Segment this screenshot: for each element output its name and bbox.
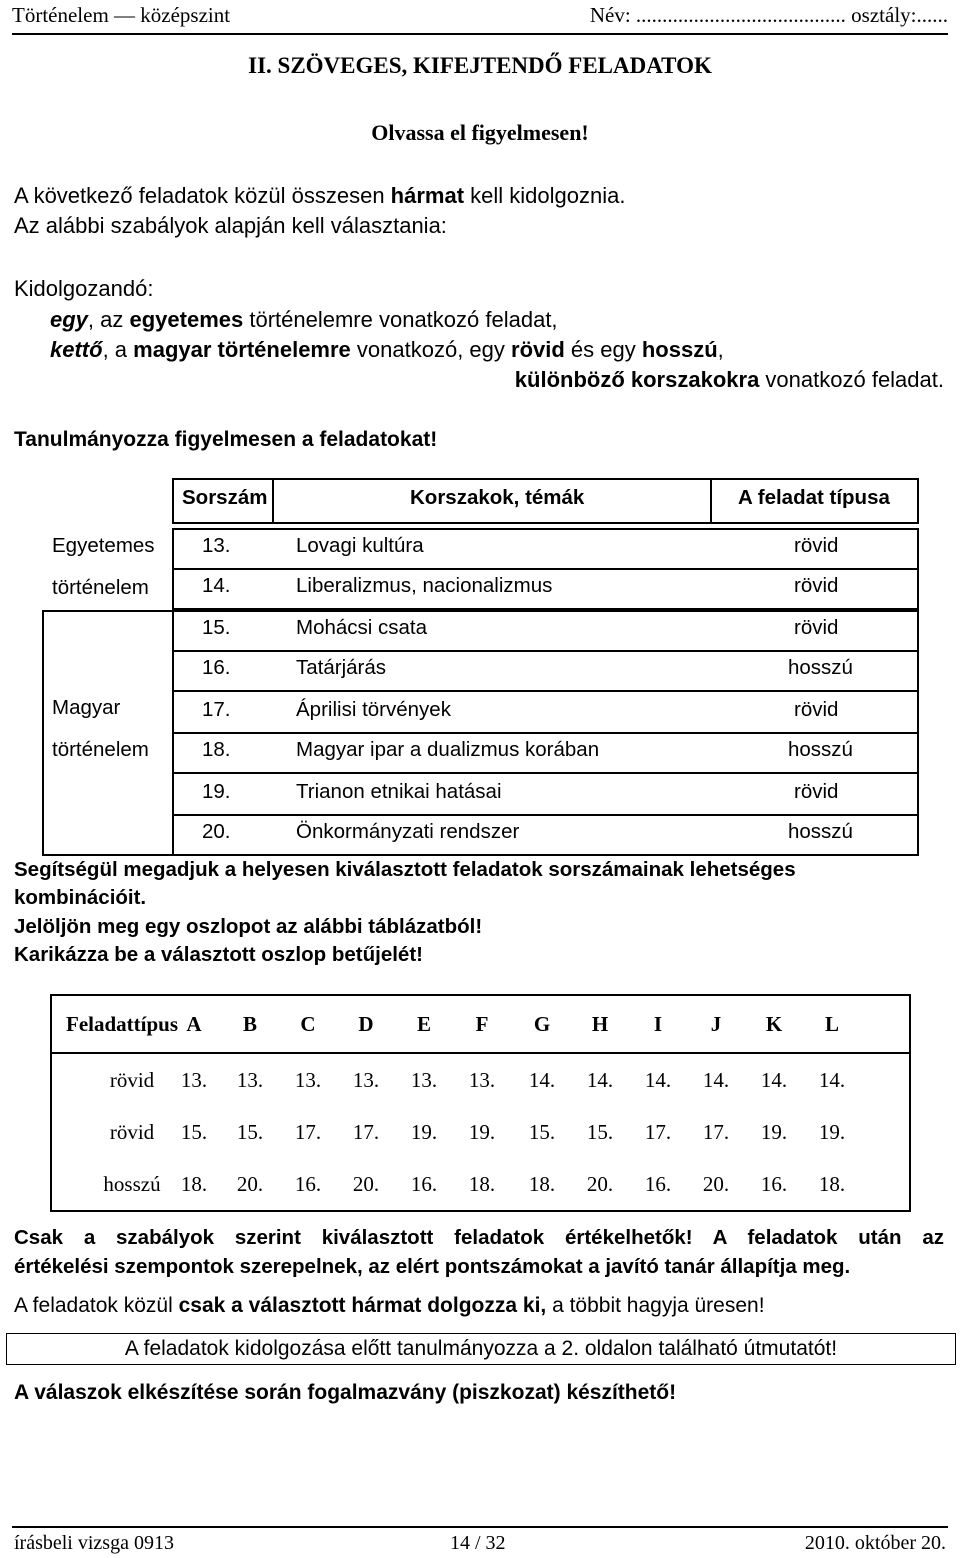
topic-title: Áprilisi törvények [296, 698, 451, 721]
combination-table [50, 994, 911, 1212]
topic-type: rövid [794, 574, 839, 597]
combo-cell: 16. [294, 1172, 322, 1196]
intro-text: A következő feladatok közül összesen [14, 183, 391, 208]
help-line-3: Jelöljön meg egy oszlopot az alábbi táblázatból! [14, 915, 483, 938]
footer-rule [12, 1526, 948, 1528]
combo-row-label: hosszú [103, 1172, 161, 1196]
combo-cell: 19. [468, 1120, 496, 1144]
topic-type: hosszú [788, 656, 853, 679]
topic-title: Magyar ipar a dualizmus korában [296, 738, 600, 761]
rule-2-e: rövid [511, 337, 565, 362]
rule-1-d: történelemre vonatkozó feladat, [243, 307, 558, 332]
note-1-line-1: Csak a szabályok szerint kiválasztott feladatok értékelhetők! A feladatok után az [14, 1226, 944, 1249]
help-line-1: Segítségül megadjuk a helyesen kiválasztott feladatok sorszámainak lehetséges [14, 858, 796, 881]
rule-3-a: különböző korszakokra [514, 367, 760, 392]
topic-number: 18. [202, 738, 231, 761]
header-subject: Történelem — középszint [12, 3, 231, 27]
topic-title: Mohácsi csata [296, 616, 428, 639]
combo-cell: 16. [644, 1172, 672, 1196]
group2-label-1: Magyar [52, 696, 121, 719]
note-2-bold: csak a választott hármat dolgozza ki, [178, 1294, 547, 1317]
combo-letter[interactable]: G [533, 1012, 551, 1036]
combo-letter[interactable]: E [416, 1012, 431, 1036]
footer-date: 2010. október 20. [804, 1532, 946, 1554]
row-divider-c [172, 814, 919, 816]
combo-cell: 18. [528, 1172, 556, 1196]
combo-cell: 19. [760, 1120, 788, 1144]
combo-cell: 18. [468, 1172, 496, 1196]
note-2-post: a többit hagyja üresen! [546, 1294, 765, 1317]
topic-number: 16. [202, 656, 231, 679]
combo-letter[interactable]: L [824, 1012, 839, 1036]
combo-cell: 13. [352, 1068, 380, 1092]
topic-number: 13. [202, 534, 231, 557]
topic-type: rövid [794, 780, 839, 803]
combo-cell: 14. [818, 1068, 846, 1092]
combo-letter[interactable]: J [710, 1012, 722, 1036]
help-line-4: Karikázza be a választott oszlop betűjelét! [14, 943, 423, 966]
rule-2-f: és egy [564, 337, 642, 362]
topic-number: 15. [202, 616, 231, 639]
combo-cell: 13. [180, 1068, 208, 1092]
rule-2-c: magyar történelemre [133, 337, 351, 362]
note-2 [14, 1294, 765, 1318]
footer-page: 14 / 32 [450, 1532, 506, 1554]
header-number: Sorszám [182, 486, 268, 509]
combo-label-header: Feladattípus [66, 1012, 179, 1036]
section-title: II. SZÖVEGES, KIFEJTENDŐ FELADATOK [248, 53, 712, 78]
combo-row-label: rövid [109, 1068, 155, 1092]
topic-title: Önkormányzati rendszer [296, 820, 520, 843]
combo-cell: 13. [294, 1068, 322, 1092]
rule-2-b: , a [102, 337, 134, 362]
rule-1-a: egy [50, 307, 88, 332]
combo-letter[interactable]: A [186, 1012, 202, 1036]
combo-cell: 14. [586, 1068, 614, 1092]
combo-cell: 17. [352, 1120, 380, 1144]
topic-type: hosszú [788, 738, 853, 761]
combo-cell: 14. [760, 1068, 788, 1092]
guide-notice-box: A feladatok kidolgozása előtt tanulmányozza a 2. oldalon található útmutatót! [6, 1333, 956, 1365]
combo-cell: 15. [528, 1120, 556, 1144]
row-divider-b [172, 732, 919, 734]
note-2-pre: A feladatok közül [14, 1294, 179, 1317]
study-tasks: Tanulmányozza figyelmesen a feladatokat! [14, 428, 438, 451]
topic-title: Lovagi kultúra [296, 534, 424, 557]
group1-label-1: Egyetemes [52, 534, 155, 557]
intro-text-end: kell kidolgoznia. [464, 183, 626, 208]
rule-1-b: , az [87, 307, 130, 332]
combo-letter[interactable]: B [242, 1012, 257, 1036]
combo-cell: 18. [180, 1172, 208, 1196]
rule-2-d: vonatkozó, egy [350, 337, 512, 362]
header-type: A feladat típusa [738, 486, 890, 509]
combo-letter[interactable]: I [653, 1012, 663, 1036]
combo-cell: 19. [818, 1120, 846, 1144]
footer-exam: írásbeli vizsga 0913 [14, 1532, 174, 1554]
topic-title: Liberalizmus, nacionalizmus [296, 574, 553, 597]
combo-cell: 18. [818, 1172, 846, 1196]
draft-note: A válaszok elkészítése során fogalmazvány (piszkozat) készíthető! [14, 1381, 677, 1404]
combo-cell: 17. [702, 1120, 730, 1144]
combo-cell: 20. [702, 1172, 730, 1196]
topic-title: Trianon etnikai hatásai [296, 780, 502, 803]
combo-letter[interactable]: F [475, 1012, 489, 1036]
note-1-line-2: értékelési szempontok szerepelnek, az elért pontszámokat a javító tanár állapítja meg. [14, 1255, 851, 1278]
combo-cell: 16. [760, 1172, 788, 1196]
rule-3-b: vonatkozó feladat. [759, 367, 944, 392]
group1-label-2: történelem [52, 576, 149, 599]
combo-cell: 15. [236, 1120, 264, 1144]
topic-number: 19. [202, 780, 231, 803]
combo-cell: 14. [528, 1068, 556, 1092]
rule-2 [50, 337, 724, 363]
combo-cell: 20. [236, 1172, 264, 1196]
rule-3 [515, 367, 944, 393]
row-divider-a [172, 650, 919, 652]
combo-cell: 20. [352, 1172, 380, 1196]
combo-cell: 13. [468, 1068, 496, 1092]
header-topic: Korszakok, témák [410, 486, 585, 509]
combo-letter[interactable]: D [358, 1012, 374, 1036]
header-name-class: Név: ........................................ osztály:...... [589, 3, 948, 27]
rule-1 [50, 307, 558, 333]
rule-2-h: , [717, 337, 724, 362]
combo-cell: 13. [236, 1068, 264, 1092]
rule-1-c: egyetemes [129, 307, 244, 332]
combo-letter[interactable]: H [591, 1012, 609, 1036]
topic-number: 14. [202, 574, 231, 597]
group2-label-2: történelem [52, 738, 149, 761]
rules-heading: Kidolgozandó: [14, 276, 154, 301]
combo-letter[interactable]: C [300, 1012, 316, 1036]
group1-divider [172, 568, 919, 570]
topic-type: rövid [794, 616, 839, 639]
combo-cell: 15. [586, 1120, 614, 1144]
intro-bold: hármat [390, 183, 465, 208]
rule-2-a: kettő [50, 337, 103, 362]
combo-letter[interactable]: K [765, 1012, 783, 1036]
intro-line-1 [14, 183, 625, 209]
combo-cell: 15. [180, 1120, 208, 1144]
topic-number: 17. [202, 698, 231, 721]
topic-type: rövid [794, 534, 839, 557]
combo-cell: 14. [702, 1068, 730, 1092]
combo-cell: 17. [644, 1120, 672, 1144]
rule-2-g: hosszú [641, 337, 718, 362]
topic-title: Tatárjárás [296, 656, 387, 679]
topic-type: hosszú [788, 820, 853, 843]
header-rule [12, 33, 948, 35]
read-carefully: Olvassa el figyelmesen! [371, 120, 589, 145]
intro-line-2: Az alábbi szabályok alapján kell választania: [14, 213, 447, 238]
combo-cell: 14. [644, 1068, 672, 1092]
combo-cell: 17. [294, 1120, 322, 1144]
page-header [12, 0, 948, 32]
combo-cell: 20. [586, 1172, 614, 1196]
help-line-2: kombinációit. [14, 886, 147, 909]
topic-number: 20. [202, 820, 231, 843]
combo-cell: 13. [410, 1068, 438, 1092]
combo-cell: 19. [410, 1120, 438, 1144]
combo-cell: 16. [410, 1172, 438, 1196]
combo-row-label: rövid [109, 1120, 155, 1144]
topic-type: rövid [794, 698, 839, 721]
